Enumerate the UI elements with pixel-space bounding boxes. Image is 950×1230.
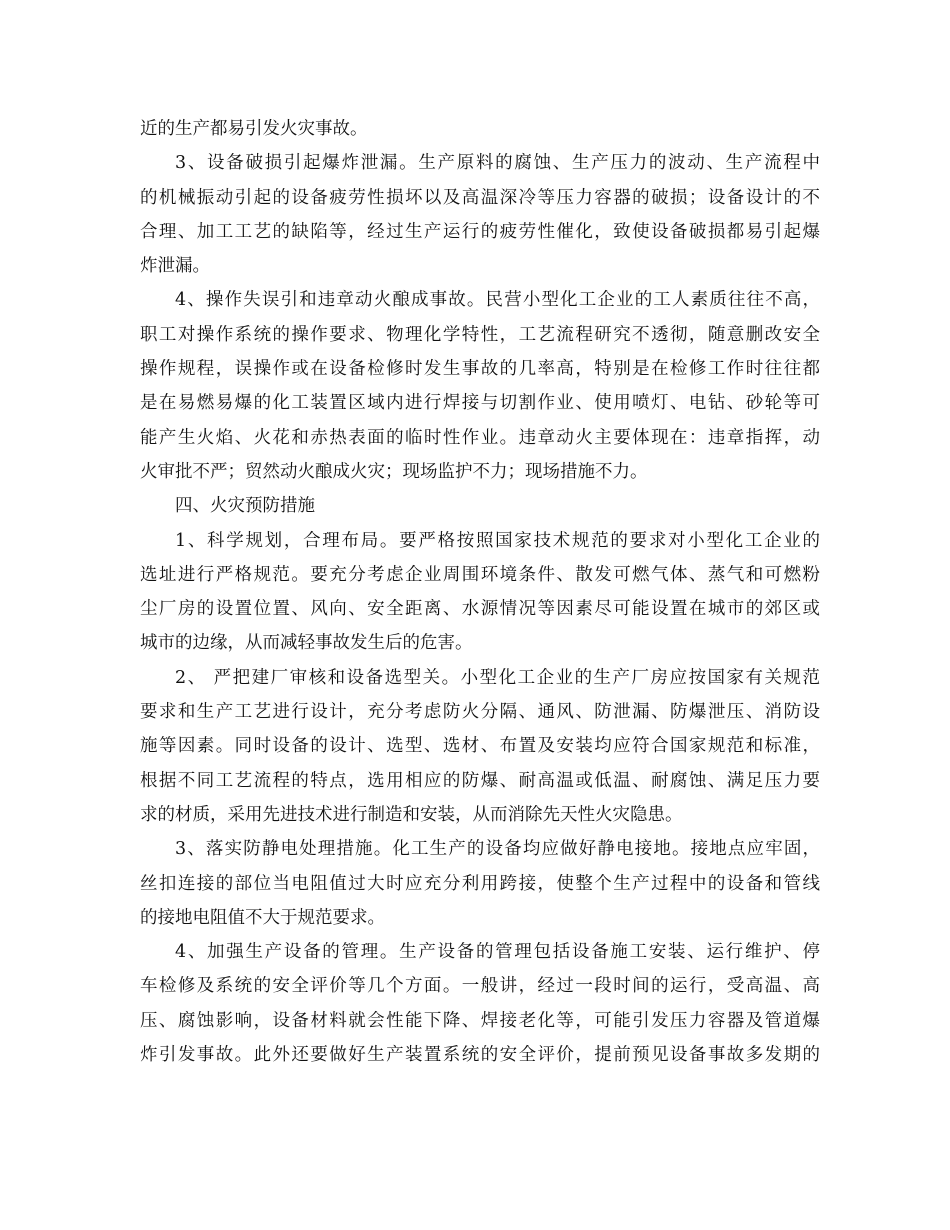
text-line: 能产生火焰、火花和赤热表面的临时性作业。违章动火主要体现在：违章指挥，动	[140, 427, 820, 448]
text-line: 3、设备破损引起爆炸泄漏。生产原料的腐蚀、生产压力的波动、生产流程中	[175, 153, 820, 174]
text-line: 合理、加工工艺的缺陷等，经过生产运行的疲劳性催化，致使设备破损都易引起爆	[140, 221, 820, 242]
text-line: 选址进行严格规范。要充分考虑企业周围环境条件、散发可燃气体、蒸气和可燃粉	[140, 564, 820, 585]
text-line: 4、加强生产设备的管理。生产设备的管理包括设备施工安装、运行维护、停	[175, 942, 820, 963]
text-line: 施等因素。同时设备的设计、选型、选材、布置及安装均应符合国家规范和标准，	[140, 736, 820, 757]
text-line: 2、 严把建厂审核和设备选型关。小型化工企业的生产厂房应按国家有关规范	[175, 667, 820, 688]
text-line: 操作规程，误操作或在设备检修时发生事故的几率高，特别是在检修工作时往往都	[140, 359, 820, 380]
text-line: 近的生产都易引发火灾事故。	[140, 119, 368, 139]
text-line: 1、科学规划，合理布局。要严格按照国家技术规范的要求对小型化工企业的	[175, 530, 820, 551]
text-line: 城市的边缘，从而减轻事故发生后的危害。	[140, 633, 473, 654]
text-line: 丝扣连接的部位当电阻值过大时应充分利用跨接，使整个生产过程中的设备和管线	[140, 873, 820, 894]
text-line: 车检修及系统的安全评价等几个方面。一般讲，经过一段时间的运行，受高温、高	[140, 976, 820, 997]
text-line: 尘厂房的设置位置、风向、安全距离、水源情况等因素尽可能设置在城市的郊区或	[140, 599, 820, 620]
text-line: 的接地电阻值不大于规范要求。	[140, 907, 385, 928]
text-line: 要求和生产工艺进行设计，充分考虑防火分隔、通风、防泄漏、防爆泄压、消防设	[140, 702, 820, 723]
text-line: 职工对操作系统的操作要求、物理化学特性，工艺流程研究不透彻，随意删改安全	[140, 324, 820, 345]
text-line: 的机械振动引起的设备疲劳性损坏以及高温深冷等压力容器的破损；设备设计的不	[140, 187, 820, 208]
text-line: 根据不同工艺流程的特点，选用相应的防爆、耐高温或低温、耐腐蚀、满足压力要	[140, 770, 820, 791]
text-line: 求的材质，采用先进技术进行制造和安装，从而消除先天性火灾隐患。	[140, 804, 683, 825]
text-line: 炸泄漏。	[140, 256, 210, 277]
text-line: 火审批不严；贸然动火酿成火灾；现场监护不力；现场措施不力。	[140, 461, 648, 482]
text-line: 3、落实防静电处理措施。化工生产的设备均应做好静电接地。接地点应牢固，	[175, 839, 820, 860]
text-line: 四、火灾预防措施	[175, 496, 315, 517]
text-line: 炸引发事故。此外还要做好生产装置系统的安全评价，提前预见设备事故多发期的	[140, 1045, 820, 1066]
text-line: 压、腐蚀影响，设备材料就会性能下降、焊接老化等，可能引发压力容器及管道爆	[140, 1010, 820, 1031]
document-body	[140, 112, 820, 1072]
text-line: 是在易燃易爆的化工装置区域内进行焊接与切割作业、使用喷灯、电钻、砂轮等可	[140, 393, 820, 414]
text-line: 4、操作失误引和违章动火酿成事故。民营小型化工企业的工人素质往往不高，	[175, 290, 820, 311]
